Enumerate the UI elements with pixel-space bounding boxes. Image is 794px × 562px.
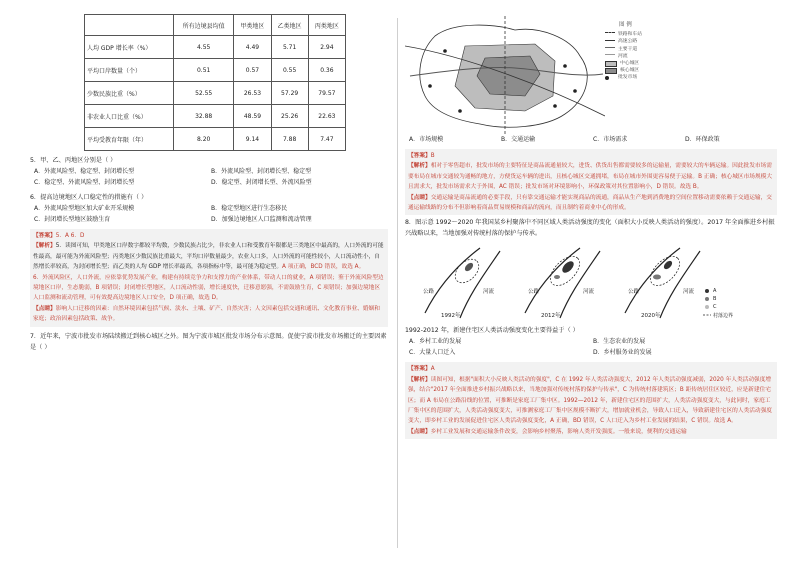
analysis-tag: 【解析】	[408, 163, 431, 170]
road-label: 公路	[628, 289, 640, 296]
analysis-conclusion: A 项正确，BCD 错误，故选 A。	[282, 264, 365, 271]
highway-icon	[605, 40, 615, 45]
table-cell: 7.88	[271, 128, 308, 151]
question-8-sub-stem: 1992-2012 年，新建住宅区人类活动强度变化主要得益于（ ）	[405, 327, 579, 335]
row-label: 平均受教育年限（年）	[85, 128, 174, 151]
river-label: 河流	[483, 289, 495, 296]
year-label: 1992年	[441, 313, 461, 320]
table-cell: 7.47	[308, 128, 345, 151]
option-c: C．稳定型、外流风险型、封闭增长型	[34, 179, 135, 186]
year-label: 2020年	[641, 313, 661, 320]
table-cell: 0.57	[234, 59, 271, 82]
table-cell: 0.36	[308, 59, 345, 82]
road-icon	[605, 47, 615, 52]
right-column	[405, 14, 777, 439]
table-cell: 25.26	[271, 105, 308, 128]
panel-2012	[525, 248, 600, 318]
table-cell: 48.59	[234, 105, 271, 128]
point-tag: 【点睛】	[33, 305, 56, 312]
river-label: 河流	[583, 289, 595, 296]
option-b: B．稳定型地区进行生态移民	[211, 205, 288, 212]
road-label: 公路	[528, 289, 540, 296]
table-cell: 4.49	[234, 36, 271, 59]
river-icon	[605, 54, 615, 59]
answer-text: A	[430, 366, 435, 373]
table-row	[85, 36, 346, 59]
table-cell: 2.94	[308, 36, 345, 59]
table-header-cell	[85, 15, 174, 36]
option-a: A．市场规模	[409, 136, 444, 143]
option-b: B．生态农业的发展	[593, 338, 646, 346]
point-tag: 【点睛】	[408, 194, 431, 201]
analysis-text: 相对于零售超市，批发市场的主要特征是商品流通量较大，进货、供货出售都需要较多的运输量，需要较大的车辆运输。因此批发市场需要布局在城市交通较为通畅的地方，方便货运车辆的进出，且核心城区交通拥堵，布局在城市外围更容易便于运输。	[408, 163, 772, 180]
legend-a: A	[713, 288, 717, 295]
option-d: D．乡村服务业的发展	[593, 349, 652, 357]
table-row	[85, 82, 346, 105]
analysis-text: 5．读图可知，甲类地区口岸数字都较平均数，少数民族占比少，非农业人口和受教育年限都是三类地区中最高的，人口外流的可能性最高，最可能为外流风险型；丙类地区少数民族比重最大，平均口岸数量最少，农业人口多，人口外流的可能性较小，人口流动性小，自然增长率较高，为封闭增长型；而乙类的人均 GDP 增长率最高，各项指标中等，最可能为稳定型。	[33, 243, 384, 271]
table-header-row	[85, 15, 346, 36]
city-map-figure	[405, 16, 605, 134]
analysis-tag: 【解析】	[408, 376, 431, 383]
row-label: 人均 GDP 增长率（%）	[85, 36, 174, 59]
table-row	[85, 59, 346, 82]
table-cell: 32.88	[174, 105, 234, 128]
table-header-cell: 所有边境县均值	[174, 15, 234, 36]
analysis-text: 读图可知，根据"面积大小反映人类活动的强度"，C 在 1992 年人类活动强度大，2012 年人类活动强度减弱，2020 年人类活动强度增强，结合"2017 年全面推进乡村振兴战略以来，当地加强对传统村落的保护与传承"，C 为传统村落建筑区；B 距传统居住区较近，应是新建住宅区；而 A 布局在公路沿线的位置，可推断是家庭工厂集中区。1992—2012 年，新建住宅区的范围扩大，人类活动强度变大，与此同时，家庭工厂集中区的范围扩大，人类活动强度变大，可推测家庭工厂集中区规模不断扩大，增加就业机会，导致人口迁入，导致新建住宅区的人类活动强度变大，即乡村工业的发展促进住宅区人类活动强度变化，A 正确，BD 错误，C 人口迁入为乡村工业发展的结果，C 错误。故选 A。	[408, 376, 772, 425]
point-text: 交通运输是商品流通的必要手段，只有靠交通运输才能实现商品的流通，商品从生产地到消费地的空间位置移动需要依赖于交通运输，交通运输线路的分布不但影响着商品贸易规模和商品的流向，而且制约着商业中心的形成。	[408, 194, 772, 212]
village-evolution-figure	[405, 243, 777, 321]
year-label: 2012年	[541, 313, 561, 320]
question-8-stem: 8．图示意 1992～2020 年我国某乡村聚落中不同区域人类活动强度的变化（面积大小反映人类活动的强度）。2017 年全面推进乡村振兴战略以来，当地加强对传统村落的保护与传承。	[405, 219, 775, 238]
core-district-icon	[605, 68, 617, 74]
answer-tag: 【答案】	[33, 233, 56, 239]
map-legend	[605, 22, 642, 82]
legend-item: 批发市场	[605, 74, 642, 81]
table-cell: 57.29	[271, 82, 308, 105]
question-8-options	[405, 336, 777, 358]
table-cell: 52.55	[174, 82, 234, 105]
table-row	[85, 105, 346, 128]
table-cell: 4.55	[174, 36, 234, 59]
option-c: C．封闭增长型地区鼓励生育	[34, 216, 111, 223]
option-a: A．外流风险型地区加大矿业开采规模	[34, 205, 135, 212]
analysis-tag: 【解析】	[33, 243, 56, 250]
ningbo-market-map	[405, 16, 777, 134]
legend-c: C	[713, 304, 717, 311]
column-divider	[397, 18, 398, 548]
answer-block-8	[405, 362, 777, 439]
option-c: C．市场需求	[593, 136, 628, 143]
option-b: B．交通运输	[501, 136, 536, 143]
row-label: 非农业人口比重（%）	[85, 105, 174, 128]
question-7-stem: 7．近年来，宁波市批发市场陆续搬迁到核心城区之外。图为宁波市城区批发市场分布示意图。促使宁波市批发市场搬迁的主要因素是（ ）	[30, 332, 387, 351]
row-label: 平均口岸数量（个）	[85, 59, 174, 82]
legend-item: 高速公路	[605, 38, 642, 45]
option-a: A．外流风险型、稳定型、封闭增长型	[34, 168, 135, 175]
railway-icon	[605, 32, 615, 37]
question-5-options	[30, 166, 388, 188]
legend-title: 图 例	[619, 22, 632, 28]
table-row	[85, 128, 346, 151]
point-text: 影响人口迁移的因素：自然环境因素包括气候、淡水、土壤、矿产、自然灾害；人文因素包括交通和通讯、文化教育事业、婚姻和家庭；政治因素包括政策、战争。	[33, 305, 380, 323]
table-cell: 79.57	[308, 82, 345, 105]
legend-boundary: 村落边界	[713, 313, 734, 320]
option-b: B．外流风险型、封闭增长型、稳定型	[211, 168, 312, 175]
answer-text: B	[430, 153, 435, 159]
table-cell: 8.20	[174, 128, 234, 151]
left-column	[30, 14, 388, 353]
table-header-cell: 丙类地区	[308, 15, 345, 36]
row-label: 少数民族比重（%）	[85, 82, 174, 105]
point-text: 乡村工业发展和交通运输条件改变，会影响乡村聚落，影响人类开发强度。一般来说，便利的交通运输	[430, 428, 687, 435]
point-tag: 【点睛】	[408, 428, 431, 435]
table-header-cell: 甲类地区	[234, 15, 271, 36]
answer-tag: 【答案】	[408, 366, 431, 373]
road-label: 公路	[423, 289, 435, 296]
answer-tag: 【答案】	[408, 153, 431, 159]
answer-text: 5．A 6．D	[55, 233, 85, 239]
statistics-table	[84, 14, 346, 151]
question-6-options	[30, 203, 388, 225]
analysis-conclusion: B 正确；核心城区市场规模大且需求大，批发市场需求大于外围，AC 错误；批发市场对环境影响小，环保政策对其位置影响小，D 错误。故选 B。	[408, 173, 773, 191]
analysis-text-6: 6．外流风险区，人口外流，应依靠优势发展产业，构建有持续竞争力和支撑力的产业体系，带动人口的就业，A 项错误；鉴于外流风险型边境地区口岸，生态脆弱，B 项错误；封闭增长型地区，人口流动性弱，增长速度快，迁移意愿强，不需鼓励生育，C 项错误；加强边境地区人口监测和流动管理，可有效提高边境地区人口安全，D 项正确，故选 D。	[33, 274, 384, 302]
question-5-stem: 5．甲、乙、丙地区分别是（ ）	[30, 157, 117, 164]
legend-item: 铁路和车站	[605, 31, 642, 38]
table-cell: 9.14	[234, 128, 271, 151]
option-d: D．稳定型、封闭增长型、外流风险型	[211, 179, 312, 186]
evolution-diagram	[405, 243, 777, 321]
market-icon	[605, 76, 609, 80]
center-district-icon	[605, 61, 617, 67]
option-a: A．乡村工业的发展	[409, 338, 462, 346]
panel-2020	[625, 248, 700, 318]
question-6-stem: 6．提高边境地区人口稳定性的措施有（ ）	[30, 194, 148, 201]
legend-item: 河流	[605, 53, 642, 60]
table-cell: 26.53	[234, 82, 271, 105]
legend-item: 主要干道	[605, 46, 642, 53]
option-d: D．加强边境地区人口监测和流动管理	[211, 216, 312, 223]
answer-block-7	[405, 149, 777, 215]
evolution-legend	[703, 289, 711, 315]
legend-item: 中心城区	[605, 60, 642, 67]
option-d: D．环保政策	[685, 136, 720, 143]
answer-block-5-6	[30, 229, 388, 327]
panel-1992	[425, 248, 500, 318]
legend-b: B	[713, 296, 717, 303]
table-header-cell: 乙类地区	[271, 15, 308, 36]
table-cell: 22.63	[308, 105, 345, 128]
table-cell: 0.51	[174, 59, 234, 82]
table-cell: 5.71	[271, 36, 308, 59]
option-c: C．大量人口迁入	[409, 349, 456, 357]
question-7-options	[405, 134, 777, 145]
table-cell: 0.55	[271, 59, 308, 82]
legend-item: 核心城区	[605, 67, 642, 74]
river-label: 河流	[683, 289, 695, 296]
